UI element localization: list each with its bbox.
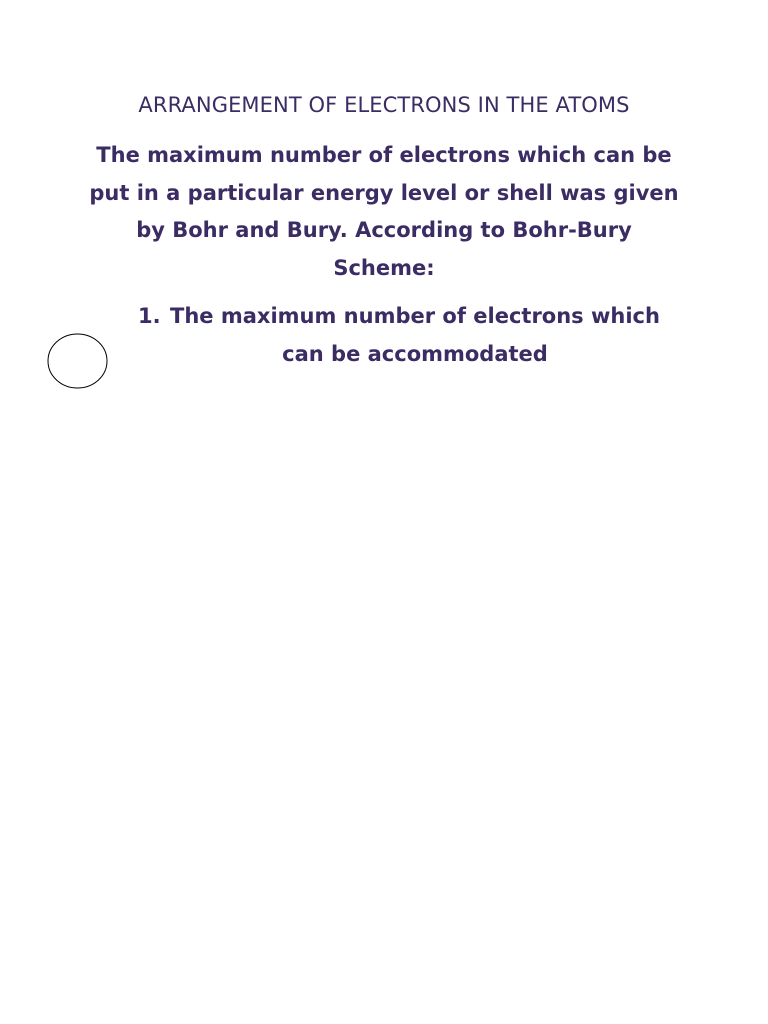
list-item-text: The maximum number of electrons which can be accommodated (170, 304, 660, 366)
list-item (138, 298, 668, 373)
intro-paragraph: The maximum number of electrons which can be put in a particular energy level or shell was given by Bohr and Bury. According to Bohr-Bury Scheme: (89, 143, 679, 280)
rule-list (138, 298, 668, 373)
ellipse-shape (47, 333, 108, 389)
document-heading: ARRANGEMENT OF ELECTRONS IN THE ATOMS (138, 93, 630, 117)
list-item-number: 1. (138, 304, 161, 328)
